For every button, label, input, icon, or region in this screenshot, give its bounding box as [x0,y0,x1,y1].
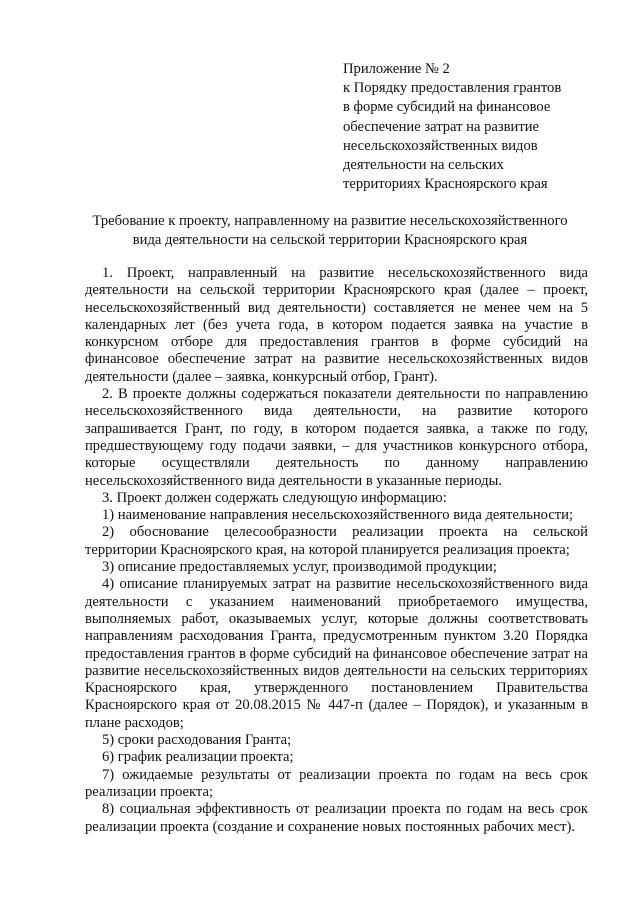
title-line: Требование к проекту, направленному на развитие несельскохозяйственного [92,213,568,229]
appendix-line: Приложение № 2 [343,61,450,77]
paragraph-2: 2. В проекте должны содержаться показатели деятельности по направлению несельскохозяйственного вида деятельности, на развитие которого запрашивается Грант, по году, в котором подается заявка, а также по году, предшествующему году подачи заявки, – для участников конкурсного отбора, которые осуществляли деятельность по данному направлению несельскохозяйственного вида деятельности в указанные периоды. [85,386,588,489]
document-title [70,212,590,250]
list-item-5: 5) сроки расходования Гранта; [102,732,292,749]
paragraph-3: 3. Проект должен содержать следующую информацию: [102,489,447,506]
list-item-1: 1) наименование направления несельскохозяйственного вида деятельности; [102,507,574,524]
list-item-2: 2) обоснование целесообразности реализации проекта на сельской территории Красноярского края, на которой планируется реализация проекта; [85,524,588,558]
list-item-6: 6) график реализации проекта; [102,749,294,766]
appendix-line: территориях Красноярского края [343,176,548,193]
appendix-line: несельскохозяйственных видов [343,137,538,154]
paragraph-1: 1. Проект, направленный на развитие несельскохозяйственного вида деятельности на сельской территории Красноярского края (далее – проект, несельскохозяйственный вид деятельности) составляется не менее чем на 5 календарных лет (без учета года, в котором подается заявка на участие в конкурсном отборе для предоставления грантов в форме субсидий на финансовое обеспечение затрат на развитие несельскохозяйственных видов деятельности (далее – заявка, конкурсный отбор, Грант). [85,265,588,385]
appendix-line: к Порядку предоставления грантов [343,80,562,97]
list-item-3: 3) описание предоставляемых услуг, производимой продукции; [102,559,497,576]
appendix-line: в форме субсидий на финансовое [343,99,551,116]
list-item-4: 4) описание планируемых затрат на развитие несельскохозяйственного вида деятельности с указанием наименований приобретаемого имущества, выполняемых работ, оказываемых услуг, которые должны соответствовать направлениям расходования Гранта, предусмотренным пунктом 3.20 Порядка предоставления грантов в форме субсидий на финансовое обеспечение затрат на развитие несельскохозяйственных видов деятельности на сельских территориях Красноярского края, утвержденного постановлением Правительства Красноярского края от 20.08.2015 № 447-п (далее – Порядок), и указанным в плане расходов; [85,576,588,731]
list-item-7: 7) ожидаемые результаты от реализации проекта по годам на весь срок реализации проекта; [85,766,588,800]
document-body [85,265,588,836]
appendix-header [343,60,613,194]
appendix-line: деятельности на сельских [343,157,504,174]
title-line: вида деятельности на сельской территории Красноярского края [132,232,528,249]
appendix-line: обеспечение затрат на развитие [343,118,540,135]
list-item-8: 8) социальная эффективность от реализации проекта по годам на весь срок реализации проекта (создание и сохранение новых постоянных рабочих мест). [85,801,588,835]
